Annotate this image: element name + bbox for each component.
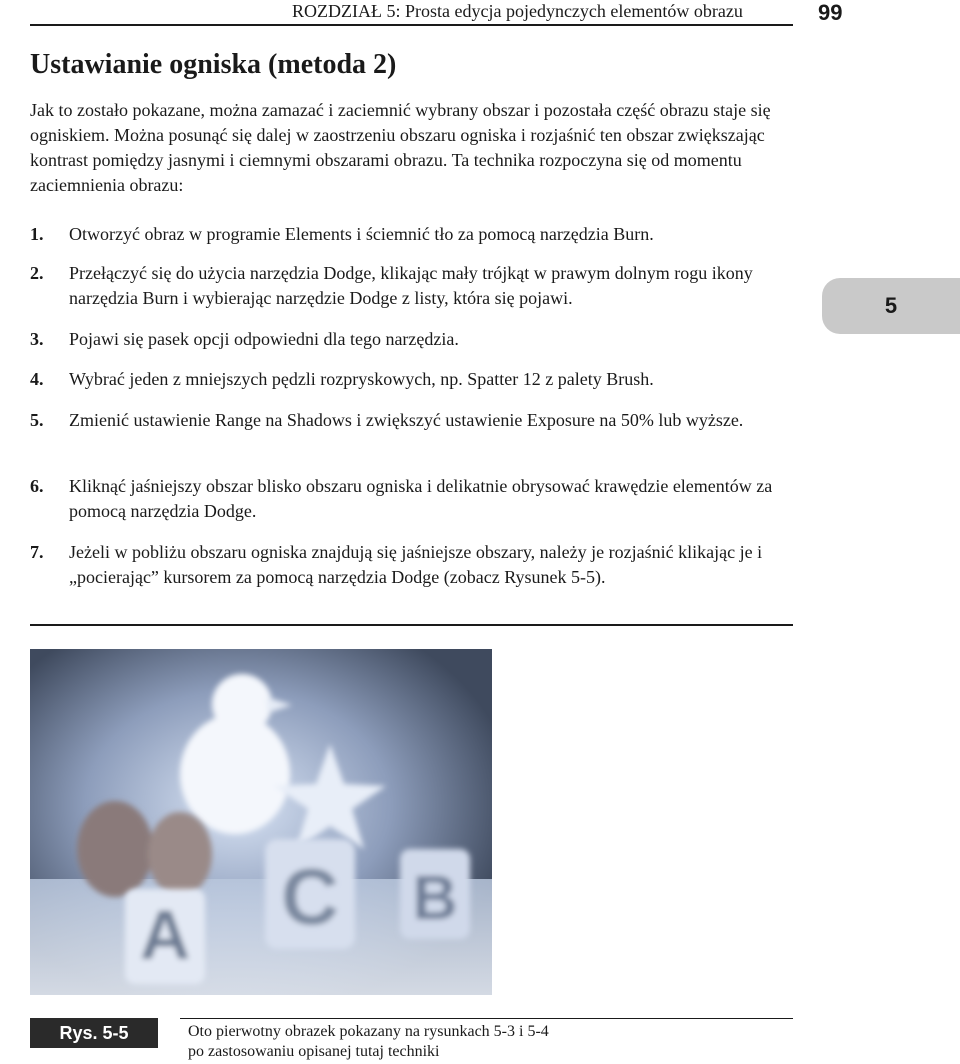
step-number: 4. xyxy=(30,369,44,389)
step-text: Otworzyć obraz w programie Elements i ściemnić tło za pomocą narzędzia Burn. xyxy=(69,224,654,244)
step-item xyxy=(30,474,800,524)
figure-label: Rys. 5-5 xyxy=(30,1018,158,1048)
step-number: 3. xyxy=(30,329,44,349)
step-item xyxy=(30,540,800,590)
caption-line-2: po zastosowaniu opisanej tutaj techniki xyxy=(188,1043,440,1060)
figure-caption xyxy=(188,1022,788,1062)
step-text: Pojawi się pasek opcji odpowiedni dla tego narzędzia. xyxy=(69,329,459,349)
step-text: Przełączyć się do użycia narzędzia Dodge, klikając mały trójkąt w prawym dolnym rogu ikony narzędzia Burn i wybierając narzędzie Dodge z listy, która się pojawi. xyxy=(69,263,753,308)
step-number: 1. xyxy=(30,224,44,244)
step-item xyxy=(30,367,800,392)
chapter-tab-number: 5 xyxy=(884,293,898,318)
section-heading: Ustawianie ogniska (metoda 2) xyxy=(30,49,397,80)
caption-line-1: Oto pierwotny obrazek pokazany na rysunkach 5-3 i 5-4 xyxy=(188,1023,549,1040)
figure-photo xyxy=(30,649,492,995)
chapter-header-title: ROZDZIAŁ 5: Prosta edycja pojedynczych elementów obrazu xyxy=(292,1,743,21)
step-item xyxy=(30,222,800,247)
caption-rule xyxy=(180,1018,793,1019)
step-text: Jeżeli w pobliżu obszaru ogniska znajdują się jaśniejsze obszary, należy je rozjaśnić klikając je i „pocierając” kursorem za pomocą narzędzia Dodge (zobacz Rysunek 5-5). xyxy=(69,542,763,587)
step-number: 2. xyxy=(30,263,44,283)
chapter-tab xyxy=(822,278,960,334)
step-number: 5. xyxy=(30,410,44,430)
page-number: 99 xyxy=(818,0,843,25)
section-rule xyxy=(30,624,793,626)
step-text: Zmienić ustawienie Range na Shadows i zwiększyć ustawienie Exposure na 50% lub wyższe. xyxy=(69,410,744,430)
step-item xyxy=(30,261,800,311)
letter-block-b xyxy=(400,849,470,939)
step-item xyxy=(30,327,800,352)
intro-paragraph: Jak to zostało pokazane, można zamazać i zaciemnić wybrany obszar i pozostała część obrazu staje się ogniskiem. Można posunąć się dalej w zaostrzeniu obszaru ogniska i rozjaśnić ten obszar zwiększając kontrast pomiędzy jasnymi i ciemnymi obszarami obrazu. Ta technika rozpoczyna się od momentu zaciemnienia obrazu: xyxy=(30,100,771,195)
svg-text:C: C xyxy=(281,852,339,941)
step-text: Wybrać jeden z mniejszych pędzli rozpryskowych, np. Spatter 12 z palety Brush. xyxy=(69,369,654,389)
letter-block-c xyxy=(265,839,355,949)
step-number: 6. xyxy=(30,476,44,496)
step-number: 7. xyxy=(30,542,44,562)
svg-text:A: A xyxy=(139,896,191,974)
step-item xyxy=(30,408,800,433)
header-rule xyxy=(30,24,793,26)
svg-text:B: B xyxy=(412,864,458,933)
photo-illustration xyxy=(30,649,492,995)
step-text: Kliknąć jaśniejszy obszar blisko obszaru ogniska i delikatnie obrysować krawędzie elementów za pomocą narzędzia Dodge. xyxy=(69,476,773,521)
letter-block-a xyxy=(125,889,205,984)
